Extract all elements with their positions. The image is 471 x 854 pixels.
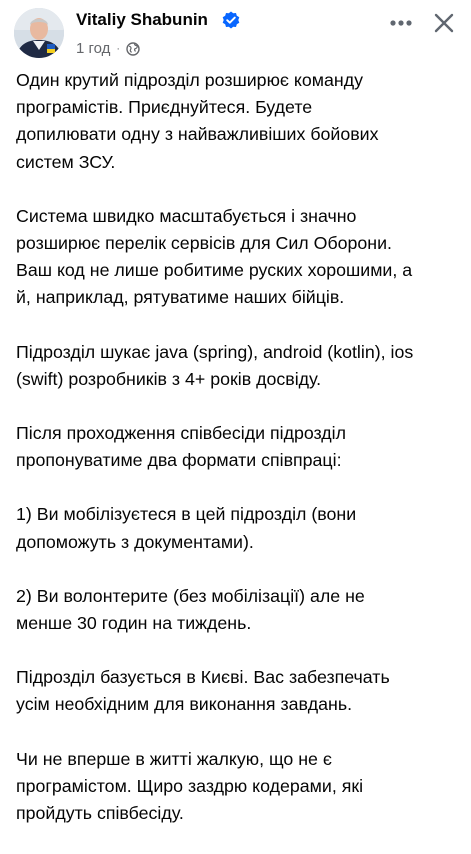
post-paragraph <box>16 339 462 393</box>
text-line: Ваш код не лише робитиме руских хорошими, а <box>16 260 413 281</box>
text-line: менше 30 годин на тиждень. <box>16 613 252 634</box>
post-meta <box>76 40 140 57</box>
post-text <box>16 67 462 854</box>
text-line: Один крутий підрозділ розширює команду <box>16 70 363 90</box>
text-line: усім необхідним для виконання завдань. <box>16 694 353 715</box>
text-line: програмістом. Щиро заздрю кодерами, які <box>16 775 364 796</box>
post-paragraph <box>16 203 462 312</box>
text-line: Після проходження співбесіди підрозділ <box>16 423 347 444</box>
close-icon <box>436 15 452 31</box>
text-line: Чи не вперше в житті жалкую, що не є <box>16 748 332 769</box>
avatar[interactable] <box>14 8 64 58</box>
globe-icon[interactable] <box>126 42 140 56</box>
text-line: (swift) розробників з 4+ років досвіду. <box>16 368 322 389</box>
post-paragraph <box>16 583 462 637</box>
text-line: пройдуть співбесіду. <box>16 803 184 824</box>
text-line: 2) Ви волонтерите (без мобілізації) але не <box>16 585 365 606</box>
text-line: 1) Ви мобілізуєтеся в цей підрозділ (вони <box>16 504 357 525</box>
text-line: пропонуватиме два формати співпраці: <box>16 450 342 471</box>
text-line: розширює перелік сервісів для Сил Оборони. <box>16 233 392 254</box>
post-paragraph <box>16 420 462 474</box>
close-button[interactable] <box>431 10 457 36</box>
text-line: Підрозділ шукає java (spring), android (kotlin), ios <box>16 341 414 362</box>
more-horizontal-icon <box>390 20 395 25</box>
meta-separator: · <box>116 42 121 55</box>
post-paragraph <box>16 501 462 555</box>
post-paragraph <box>16 746 462 828</box>
text-line: Підрозділ базується в Києві. Вас забезпечать <box>16 667 390 688</box>
more-options-button[interactable] <box>386 10 416 36</box>
text-line: систем ЗСУ. <box>16 151 116 172</box>
avatar-photo <box>14 8 64 58</box>
post-timestamp[interactable]: 1 год <box>76 40 111 57</box>
post-header <box>0 0 471 66</box>
text-line: допилювати одну з найважливіших бойових <box>16 124 379 145</box>
post-paragraph <box>16 67 462 176</box>
text-line: програмістів. Приєднуйтеся. Будете <box>16 97 313 118</box>
post-paragraph <box>16 664 462 718</box>
author-name[interactable]: Vitaliy Shabunin <box>76 10 208 29</box>
text-line: допоможуть з документами). <box>16 531 254 552</box>
text-line: Система швидко масштабується і значно <box>16 205 357 226</box>
verified-badge-icon <box>222 11 240 29</box>
text-line: й, наприклад, рятуватиме наших бійців. <box>16 287 345 308</box>
